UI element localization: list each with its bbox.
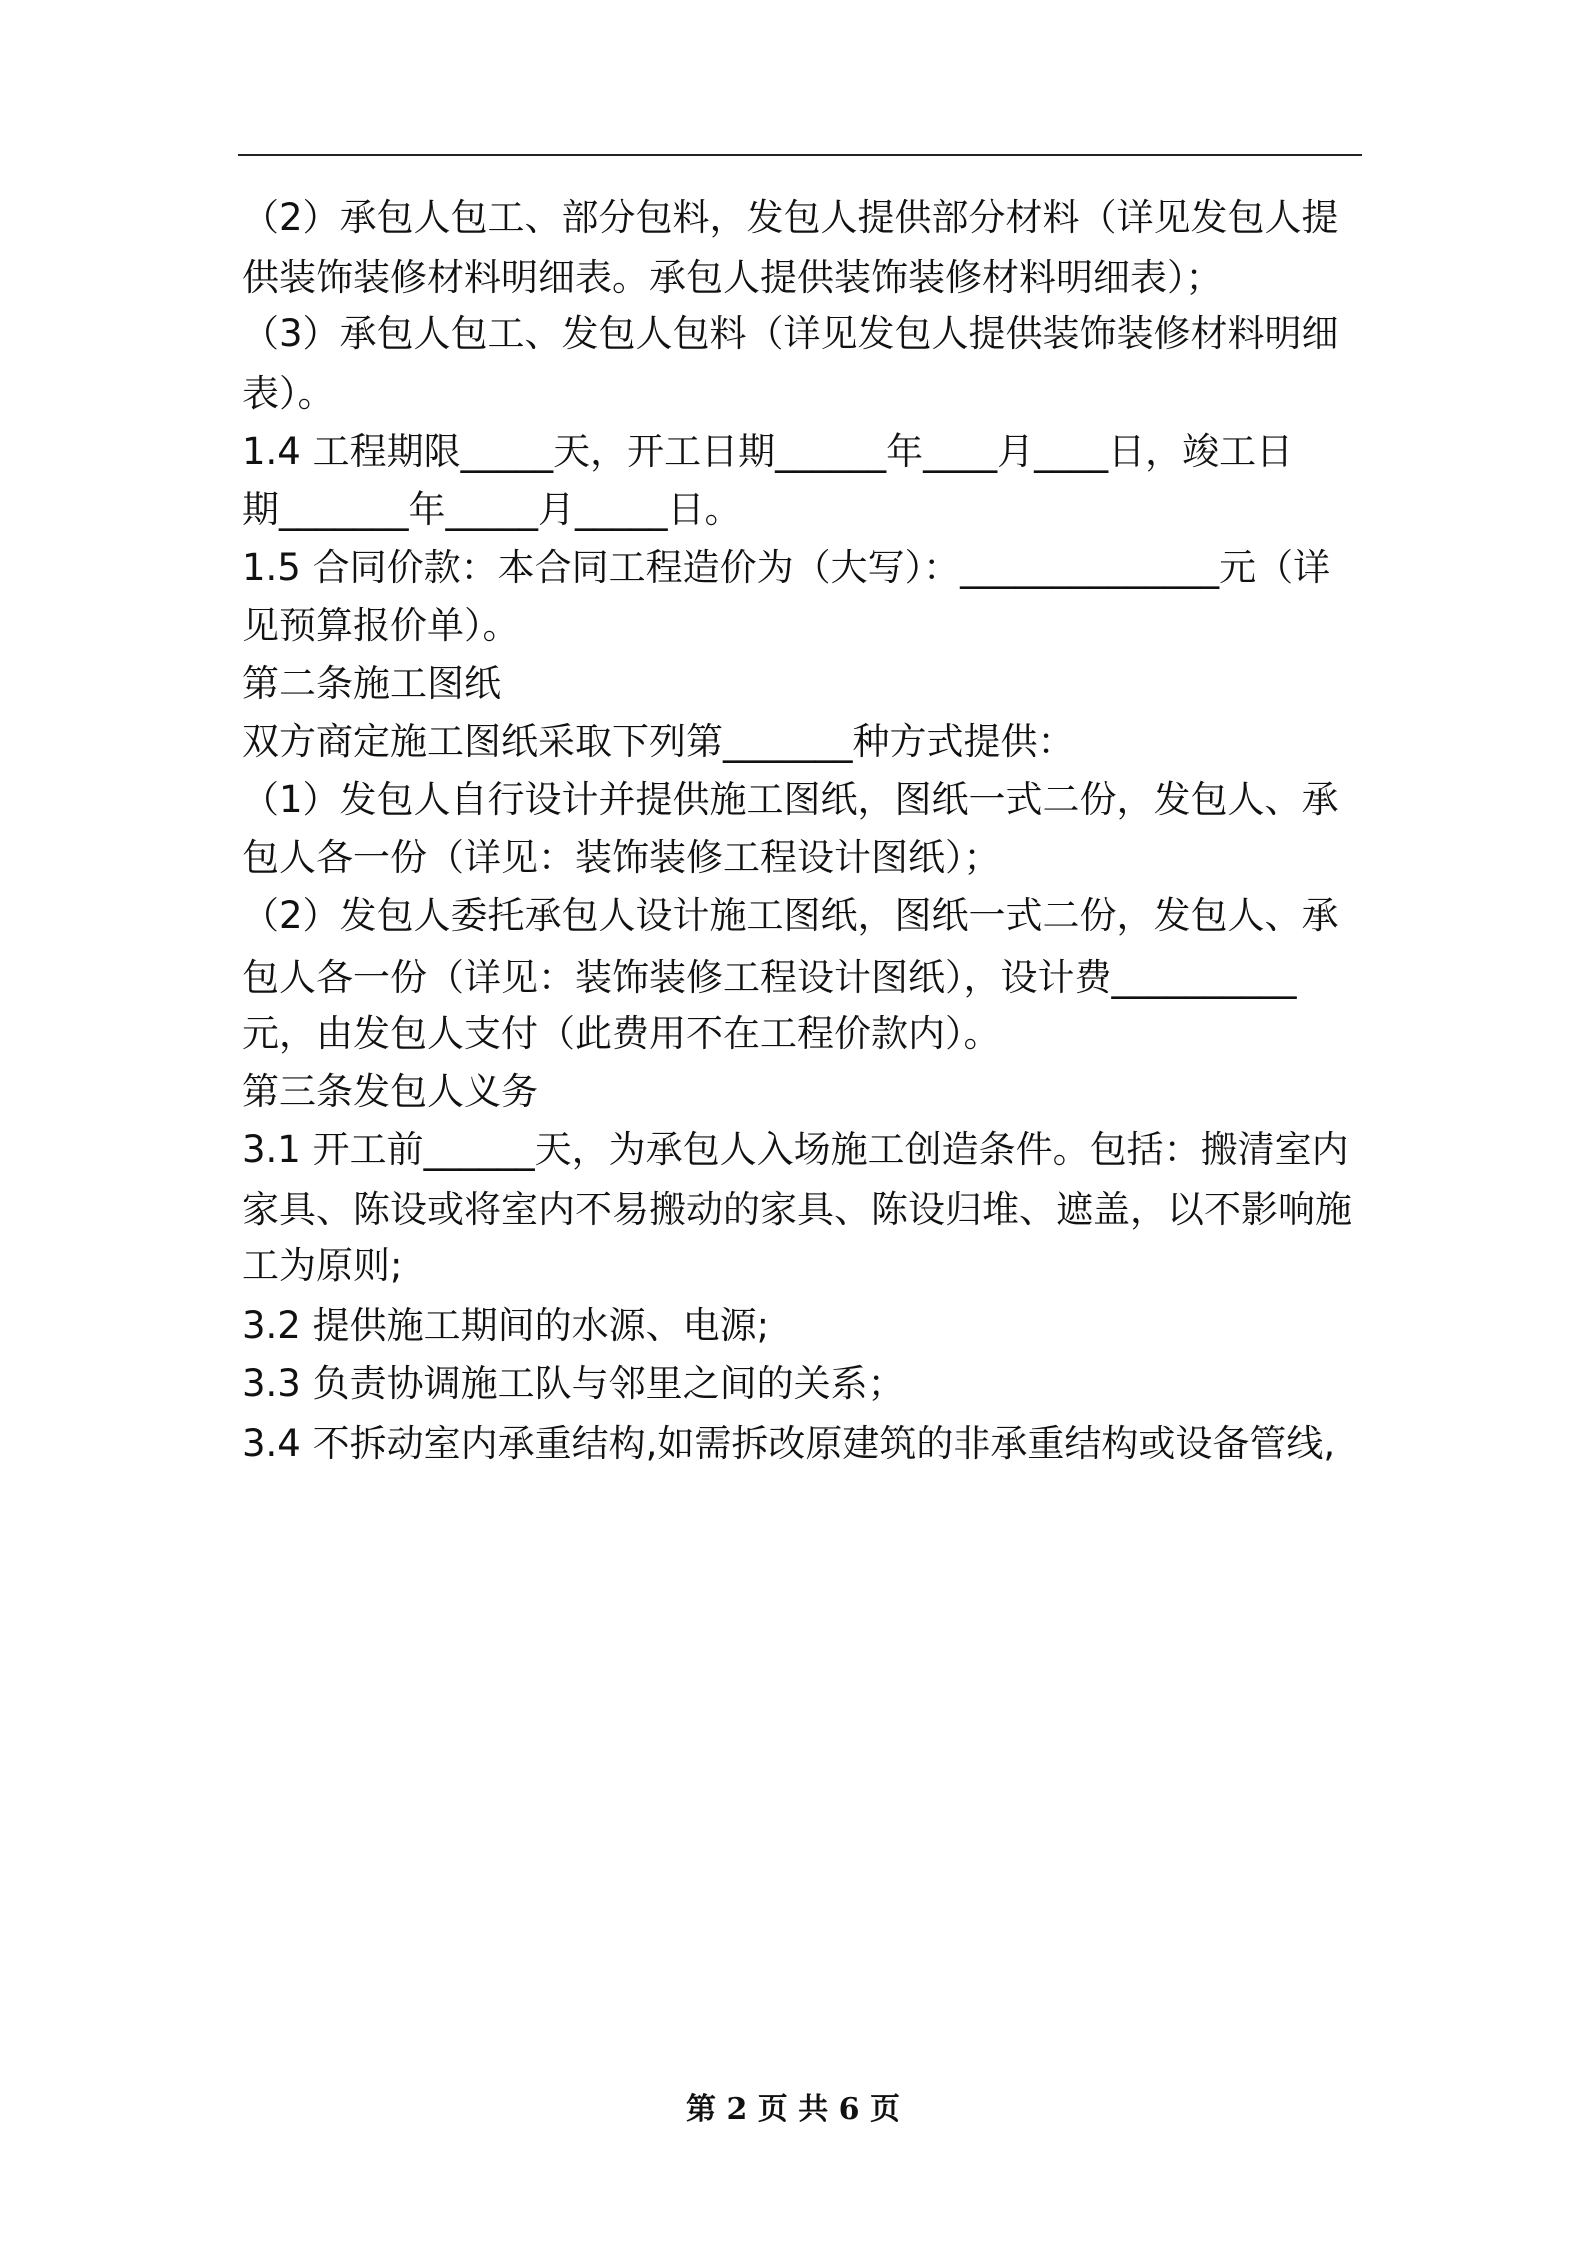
- text-line: 1.4 工程期限_____天，开工日期______年____月____日，竣工日: [242, 430, 1294, 473]
- text-line: （1）发包人自行设计并提供施工图纸，图纸一式二份，发包人、承: [242, 778, 1339, 821]
- text-line: 供装饰装修材料明细表。承包人提供装饰装修材料明细表）；: [242, 256, 1223, 299]
- text-line: 表）。: [242, 372, 335, 415]
- text-line: 3.3 负责协调施工队与邻里之间的关系；: [242, 1362, 905, 1405]
- text-line: 工为原则;: [242, 1244, 403, 1287]
- text-line: 3.2 提供施工期间的水源、电源;: [242, 1304, 770, 1347]
- text-line: 3.4 不拆动室内承重结构,如需拆改原建筑的非承重结构或设备管线,: [242, 1422, 1336, 1465]
- page-number-footer: 第 2 页 共 6 页: [686, 2092, 900, 2127]
- text-line: 双方商定施工图纸采取下列第_______种方式提供：: [242, 720, 1075, 763]
- text-line: 3.1 开工前______天，为承包人入场施工创造条件。包括：搬清室内: [242, 1128, 1349, 1171]
- text-line: 1.5 合同价款：本合同工程造价为（大写）：______________元（详: [242, 546, 1331, 589]
- text-line: 见预算报价单）。: [242, 604, 520, 647]
- section-heading: 第三条发包人义务: [242, 1070, 538, 1113]
- text-line: （3）承包人包工、发包人包料（详见发包人提供装饰装修材料明细: [242, 312, 1339, 355]
- text-line: 包人各一份（详见：装饰装修工程设计图纸）；: [242, 836, 1001, 879]
- text-line: （2）发包人委托承包人设计施工图纸，图纸一式二份，发包人、承: [242, 894, 1339, 937]
- text-line: 元，由发包人支付（此费用不在工程价款内）。: [242, 1012, 1001, 1055]
- section-heading: 第二条施工图纸: [242, 662, 501, 705]
- header-rule: [238, 154, 1362, 156]
- text-line: 家具、陈设或将室内不易搬动的家具、陈设归堆、遮盖，以不影响施: [242, 1188, 1352, 1231]
- text-line: 期_______年_____月_____日。: [242, 488, 742, 531]
- text-line: 包人各一份（详见：装饰装修工程设计图纸），设计费__________: [242, 956, 1297, 999]
- text-line: （2）承包人包工、部分包料，发包人提供部分材料（详见发包人提: [242, 196, 1339, 239]
